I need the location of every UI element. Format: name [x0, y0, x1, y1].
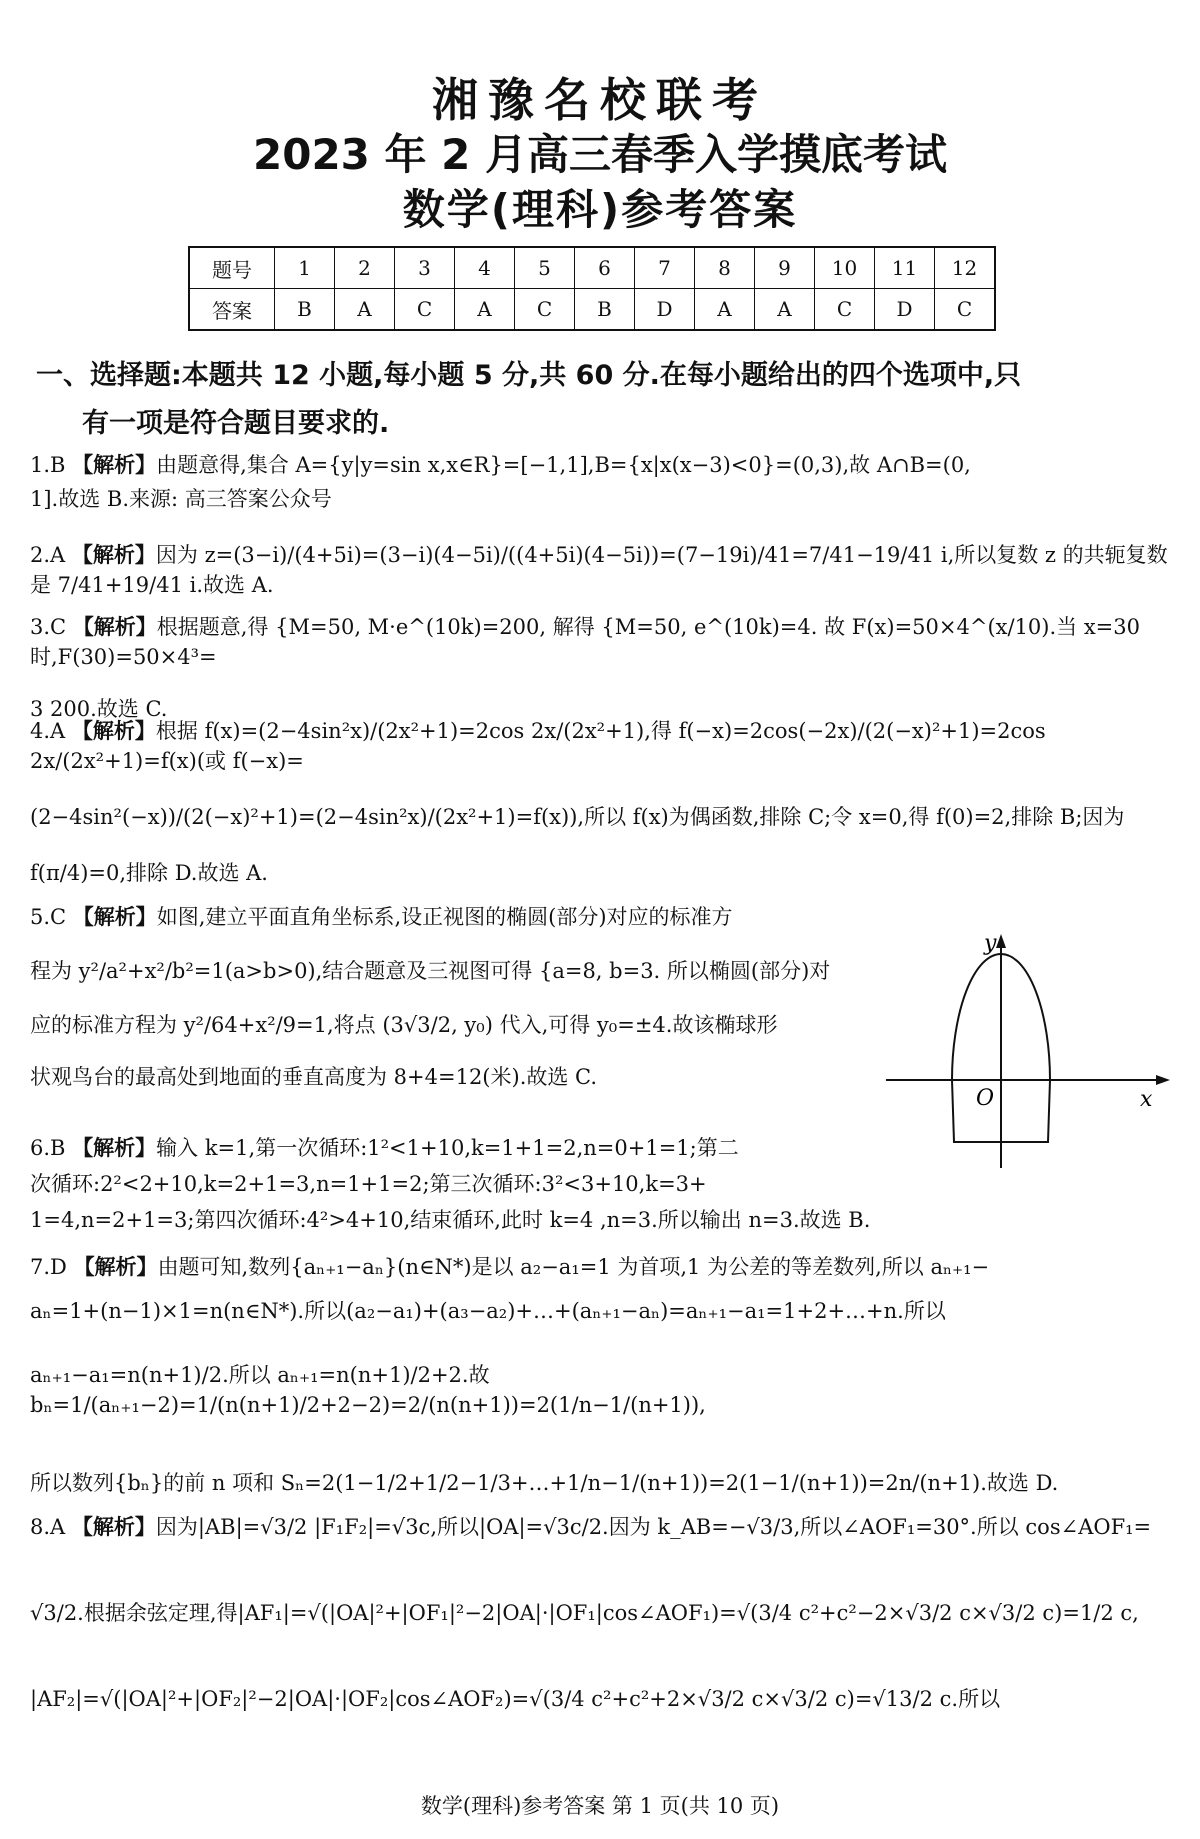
analysis-tag: 【解析】	[72, 905, 157, 929]
solution-line: 应的标准方程为 y²/64+x²/9=1,将点 (3√3/2, y₀) 代入,可得 y₀=±4.故该椭球形	[30, 1013, 778, 1037]
y-axis-label: y	[984, 931, 997, 956]
page-footer: 数学(理科)参考答案 第 1 页(共 10 页)	[420, 1794, 780, 1818]
analysis-tag: 【解析】	[71, 1515, 156, 1539]
ellipse-figure	[878, 928, 1178, 1178]
solution-8	[30, 1512, 1170, 1714]
solution-line: √3/2.根据余弦定理,得|AF₁|=√(|OA|²+|OF₁|²−2|OA|·|OF₁|cos∠AOF₁)=√(3/4 c²+c²−2×√3/2 c×√3/2 c)=1/2 c,	[30, 1601, 1139, 1625]
analysis-tag: 【解析】	[72, 1136, 157, 1160]
question-number: 9	[755, 247, 815, 289]
solution-number: 6.B	[30, 1136, 66, 1160]
question-number: 7	[635, 247, 695, 289]
question-number: 5	[515, 247, 575, 289]
solution-line: 由题意得,集合 A={y|y=sin x,x∈R}=[−1,1],B={x|x(x−3)<0}=(0,3),故 A∩B=(0,	[156, 453, 971, 477]
analysis-tag: 【解析】	[71, 543, 156, 567]
answer-key-title: 数学(理科)参考答案	[402, 185, 798, 234]
section-heading	[36, 352, 1166, 448]
solution-line: 次循环:2²<2+10,k=2+1=3,n=1+1=2;第三次循环:3²<3+10,k=3+	[30, 1172, 707, 1196]
question-number: 6	[575, 247, 635, 289]
section-heading-line: 一、选择题:本题共 12 小题,每小题 5 分,共 60 分.在每小题给出的四个选项中,只	[36, 360, 1022, 391]
analysis-tag: 【解析】	[72, 453, 157, 477]
analysis-tag: 【解析】	[72, 615, 157, 639]
solution-line: 状观鸟台的最高处到地面的垂直高度为 8+4=12(米).故选 C.	[30, 1065, 598, 1089]
solution-line: aₙ₊₁−a₁=n(n+1)/2.所以 aₙ₊₁=n(n+1)/2+2.故 bₙ=1/(aₙ₊₁−2)=1/(n(n+1)/2+2−2)=2/(n(n+1))=2(1/n−1/(n+1)),	[30, 1363, 706, 1417]
analysis-tag: 【解析】	[73, 1255, 158, 1279]
solution-line: 1=4,n=2+1=3;第四次循环:4²>4+10,结束循环,此时 k=4 ,n=3.所以输出 n=3.故选 B.	[30, 1208, 871, 1232]
solution-number: 8.A	[30, 1515, 66, 1539]
exam-name-title: 2023 年 2 月高三春季入学摸底考试	[253, 130, 947, 179]
solution-4	[30, 716, 1170, 888]
question-number: 1	[275, 247, 335, 289]
solution-number: 5.C	[30, 905, 67, 929]
solution-line: |AF₂|=√(|OA|²+|OF₂|²−2|OA|·|OF₂|cos∠AOF₂)=√(3/4 c²+c²+2×√3/2 c×√3/2 c)=√13/2 c.所以	[30, 1687, 1001, 1711]
solution-2	[30, 540, 1170, 600]
x-axis-arrow-icon	[1156, 1075, 1170, 1085]
question-number: 2	[335, 247, 395, 289]
solution-line: 如图,建立平面直角坐标系,设正视图的椭圆(部分)对应的标准方	[156, 905, 733, 929]
solution-line: 所以数列{bₙ}的前 n 项和 Sₙ=2(1−1/2+1/2−1/3+…+1/n−1/(n+1))=2(1−1/(n+1))=2n/(n+1).故选 D.	[30, 1471, 1059, 1495]
section-heading-line: 有一项是符合题目要求的.	[82, 408, 390, 439]
origin-label: O	[976, 1086, 995, 1111]
question-number: 4	[455, 247, 515, 289]
row-label-answer: 答案	[189, 289, 275, 331]
solution-line: (2−4sin²(−x))/(2(−x)²+1)=(2−4sin²x)/(2x²+1)=f(x)),所以 f(x)为偶函数,排除 C;令 x=0,得 f(0)=2,排除 B;因为	[30, 805, 1125, 829]
question-number: 3	[395, 247, 455, 289]
answer-table-row-answers	[189, 289, 995, 331]
solution-1	[30, 448, 1170, 516]
answer-letter: C	[815, 289, 875, 331]
solution-line: 输入 k=1,第一次循环:1²<1+10,k=1+1=2,n=0+1=1;第二	[156, 1136, 739, 1160]
solution-number: 1.B	[30, 453, 66, 477]
answer-table-row-numbers	[189, 247, 995, 289]
answer-letter: A	[755, 289, 815, 331]
y-axis-arrow-icon	[996, 934, 1006, 948]
solution-number: 4.A	[30, 719, 66, 743]
question-number: 8	[695, 247, 755, 289]
question-number: 12	[935, 247, 996, 289]
answer-letter: A	[335, 289, 395, 331]
question-number: 11	[875, 247, 935, 289]
exam-union-title: 湘豫名校联考	[432, 73, 768, 127]
solution-line: f(π/4)=0,排除 D.故选 A.	[30, 861, 268, 885]
answer-letter: B	[275, 289, 335, 331]
solution-7	[30, 1252, 1170, 1498]
solution-line: 程为 y²/a²+x²/b²=1(a>b>0),结合题意及三视图可得 {a=8, b=3. 所以椭圆(部分)对	[30, 959, 831, 983]
answer-letter: C	[395, 289, 455, 331]
question-number: 10	[815, 247, 875, 289]
row-label-number: 题号	[189, 247, 275, 289]
solution-5	[30, 902, 870, 1092]
answer-letter: B	[575, 289, 635, 331]
solution-line: aₙ=1+(n−1)×1=n(n∈N*).所以(a₂−a₁)+(a₃−a₂)+…+(aₙ₊₁−aₙ)=aₙ₊₁−a₁=1+2+…+n.所以	[30, 1299, 946, 1323]
solution-3	[30, 612, 1170, 724]
solution-line: 因为 z=(3−i)/(4+5i)=(3−i)(4−5i)/((4+5i)(4−5i))=(7−19i)/41=7/41−19/41 i,所以复数 z 的共轭复数是 7/41+19/41 i.故选 A.	[30, 543, 1168, 597]
analysis-tag: 【解析】	[71, 719, 156, 743]
solution-line: 1].故选 B.来源: 高三答案公众号	[30, 487, 332, 511]
answer-letter: C	[515, 289, 575, 331]
solution-line: 根据 f(x)=(2−4sin²x)/(2x²+1)=2cos 2x/(2x²+1),得 f(−x)=2cos(−2x)/(2(−x)²+1)=2cos 2x/(2x²+1)=f(x)(或 f(−x)=	[30, 719, 1046, 773]
solution-number: 3.C	[30, 615, 67, 639]
solution-6	[30, 1130, 870, 1238]
answer-letter: C	[935, 289, 996, 331]
solution-line: 由题可知,数列{aₙ₊₁−aₙ}(n∈N*)是以 a₂−a₁=1 为首项,1 为公差的等差数列,所以 aₙ₊₁−	[157, 1255, 990, 1279]
answer-letter: A	[695, 289, 755, 331]
answer-table	[188, 246, 996, 331]
solution-number: 7.D	[30, 1255, 67, 1279]
title-block	[0, 0, 1200, 238]
answer-letter: D	[635, 289, 695, 331]
answer-letter: D	[875, 289, 935, 331]
solution-line: 因为|AB|=√3/2 |F₁F₂|=√3c,所以|OA|=√3c/2.因为 k_AB=−√3/3,所以∠AOF₁=30°.所以 cos∠AOF₁=	[155, 1515, 1152, 1539]
solution-line: 根据题意,得 {M=50, M·e^(10k)=200, 解得 {M=50, e^(10k)=4. 故 F(x)=50×4^(x/10).当 x=30 时,F(30)=50×4³=	[30, 615, 1140, 669]
solution-line: 3 200.故选 C.	[30, 697, 168, 721]
solution-number: 2.A	[30, 543, 66, 567]
x-axis-label: x	[1140, 1087, 1153, 1112]
answer-letter: A	[455, 289, 515, 331]
